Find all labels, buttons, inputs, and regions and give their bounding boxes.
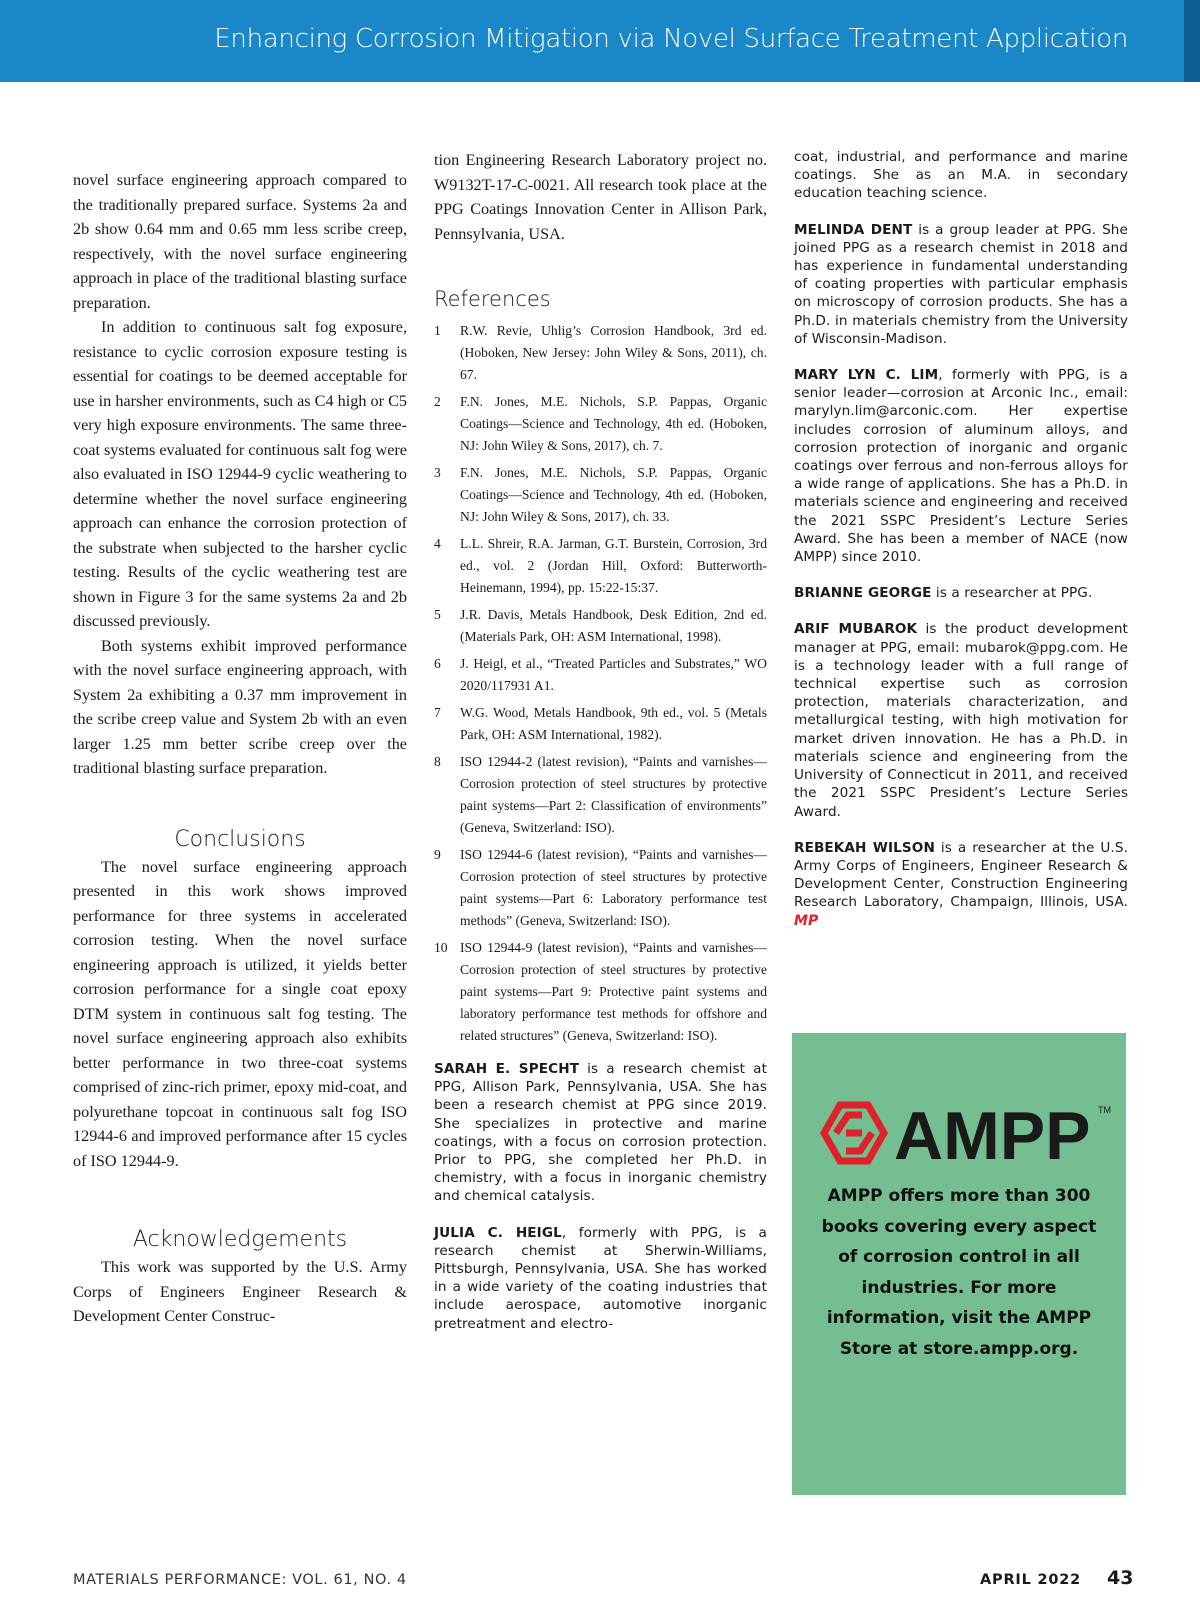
reference-item (434, 937, 767, 1047)
body-paragraph: Both systems exhibit improved performance with the novel surface engineering approach, with System 2a exhibiting a 0.37 mm improvement in the scribe creep value and System 2b with an even larger 1.25 mm better scribe creep over the traditional blasting surface preparation. (73, 636, 407, 777)
mp-end-mark-icon: MP (794, 912, 819, 929)
author-bio (794, 620, 1128, 820)
reference-number: 1 (434, 323, 441, 338)
conclusions-paragraph: The novel surface engineering approach presented in this work shows improved performance for three systems in accelerated corrosion testing. When the novel surface engineering approach is utilized, it yields better corrosion performance for a single coat epoxy DTM system in continuous salt fog testing. The novel surface engineering approach also exhibits better performance in two three-coat systems comprised of zinc-rich primer, epoxy mid-coat, and polyurethane topcoat in continuous salt fog ISO 12944-6 and improved performance after 15 cycles of ISO 12944-9. (73, 857, 407, 1170)
reference-number: 3 (434, 465, 441, 480)
reference-text: ISO 12944-6 (latest revision), “Paints and varnishes—Corrosion protection of steel structures by protective paint systems—Part 6: Laboratory performance test methods” (Geneva, Switzerland: ISO). (460, 847, 767, 928)
reference-item (434, 604, 767, 648)
author-name: BRIANNE GEORGE (794, 585, 932, 602)
references-list (434, 320, 767, 1047)
reference-text: ISO 12944-9 (latest revision), “Paints and varnishes—Corrosion protection of steel structures by protective paint systems—Part 9: Protective paint systems and laboratory performance test methods for offshore and related structures” (Geneva, Switzerland: ISO). (460, 940, 767, 1043)
reference-number: 2 (434, 394, 441, 409)
author-name: JULIA C. HEIGL (434, 1224, 562, 1241)
ampp-logo (806, 1093, 1116, 1173)
acknowledgements-continued: tion Engineering Research Laboratory project no. W9132T-17-C-0021. All research took place at the PPG Coatings Innovation Center in Allison Park, Pennsylvania, USA. (434, 151, 767, 243)
reference-text: J.R. Davis, Metals Handbook, Desk Edition, 2nd ed. (Materials Park, OH: ASM International, 1998). (460, 607, 767, 644)
author-bio (794, 584, 1128, 602)
column-3 (794, 148, 1128, 948)
author-bio-text: is the product development manager at PPG, email: mubarok@ppg.com. He is a technology leader with a full range of technical expertise such as corrosion protection, materials characterization, and metallurgical testing, with high motivation for market driven innovation. He has a Ph.D. in materials science and engineering from the University of Connecticut in 2011, and received the 2021 SSPC President’s Lecture Series Award. (794, 621, 1128, 820)
page-number: 43 (1107, 1567, 1134, 1589)
reference-text: W.G. Wood, Metals Handbook, 9th ed., vol. 5 (Metals Park, OH: ASM International, 1982). (460, 705, 767, 742)
reference-text: F.N. Jones, M.E. Nichols, S.P. Pappas, Organic Coatings—Science and Technology, 4th ed. (Hoboken, NJ: John Wiley & Sons, 2017), ch. 33. (460, 465, 767, 524)
author-bio-text: is a researcher at the U.S. Army Corps of Engineers, Engineer Research & Development Center, Construction Engineering Research Laboratory, Champaign, Illinois, USA. (794, 839, 1128, 911)
author-name: MARY LYN C. LIM (794, 367, 939, 384)
running-title: Enhancing Corrosion Mitigation via Novel Surface Treatment Application (214, 24, 1128, 54)
journal-footer: MATERIALS PERFORMANCE: VOL. 61, NO. 4 (73, 1572, 407, 1588)
trademark-mark: TM (1098, 1105, 1111, 1115)
body-paragraph: In addition to continuous salt fog exposure, resistance to cyclic corrosion exposure testing is essential for coatings to be deemed acceptable for use in harsher environments, such as C4 high or C5 very high exposure environments. The same three-coat systems evaluated for continuous salt fog were also evaluated in ISO 12944-9 cyclic weathering to determine whether the novel surface engineering approach can enhance the corrosion protection of the substrate when subjected to the harsher cyclic testing. Results of the cyclic weathering test are shown in Figure 3 for the same systems 2a and 2b discussed previously. (73, 318, 407, 630)
header-bar (0, 0, 1200, 82)
reference-text: R.W. Revie, Uhlig’s Corrosion Handbook, 3rd ed. (Hoboken, New Jersey: John Wiley & Sons, 2011), ch. 67. (460, 323, 767, 382)
author-name: MELINDA DENT (794, 221, 913, 238)
author-name: SARAH E. SPECHT (434, 1061, 580, 1077)
author-bio-text: is a research chemist at PPG, Allison Park, Pennsylvania, USA. She has been a research chemist at PPG since 2019. She specializes in protective and marine coatings, with a focus on corrosion protection. Prior to PPG, she completed her Ph.D. in chemistry, with a focus in inorganic chemistry and chemical catalysis. (434, 1061, 767, 1205)
reference-text: L.L. Shreir, R.A. Jarman, G.T. Burstein, Corrosion, 3rd ed., vol. 2 (Jordan Hill, Oxford: Butterworth- Heinemann, 1994), pp. 15:22-15:37. (460, 536, 767, 595)
author-name: REBEKAH WILSON (794, 839, 935, 856)
references-heading: References (434, 287, 551, 311)
reference-item (434, 320, 767, 386)
reference-number: 9 (434, 847, 441, 862)
ampp-hexagon-icon (824, 1105, 884, 1161)
body-paragraph: novel surface engineering approach compared to the traditionally prepared surface. Systems 2a and 2b show 0.64 mm and 0.65 mm less scribe creep, respectively, with the novel surface engineering approach in place of the traditional blasting surface preparation. (73, 171, 407, 312)
author-bio-text: , formerly with PPG, is a research chemist at Sherwin-Williams, Pittsburgh, Pennsylvania, USA. She has worked in a wide variety of the coating industries that include aerospace, automotive inorganic pretreatment and electro- (434, 1224, 767, 1332)
reference-item (434, 751, 767, 839)
author-bio-continued: coat, industrial, and performance and marine coatings. She as an M.A. in secondary education teaching science. (794, 149, 1128, 202)
reference-item (434, 391, 767, 457)
reference-number: 6 (434, 656, 441, 671)
reference-number: 4 (434, 536, 441, 551)
conclusions-heading: Conclusions (174, 826, 306, 852)
author-bio-text: is a group leader at PPG. She joined PPG as a research chemist in 2018 and has experience in fundamental understanding of coating properties with particular emphasis on microscopy of corrosion products. She has a Ph.D. in materials chemistry from the University of Wisconsin-Madison. (794, 221, 1128, 347)
author-bio (794, 366, 1128, 566)
ampp-advertisement[interactable] (792, 1033, 1126, 1495)
reference-number: 5 (434, 607, 441, 622)
reference-text: ISO 12944-2 (latest revision), “Paints and varnishes—Corrosion protection of steel structures by protective paint systems—Part 2: Classification of environments” (Geneva, Switzerland: ISO). (460, 754, 767, 835)
author-bio-text: , formerly with PPG, is a senior leader—corrosion at Arconic Inc., email: marylyn.lim@arconic.com. Her expertise includes corrosion of aluminum alloys, and corrosion protection of inorganic and organic coatings over ferrous and non-ferrous alloys for a wide range of applications. She has a Ph.D. in materials science and engineering and received the 2021 SSPC President’s Lecture Series Award. She has been a member of NACE (now AMPP) since 2010. (794, 367, 1128, 566)
issue-date: APRIL 2022 (980, 1572, 1082, 1588)
column-1 (73, 168, 407, 1329)
author-name: ARIF MUBAROK (794, 621, 918, 638)
acknowledgements-paragraph: This work was supported by the U.S. Army Corps of Engineers Engineer Research & Development Center Construc- (73, 1258, 407, 1325)
reference-text: F.N. Jones, M.E. Nichols, S.P. Pappas, Organic Coatings—Science and Technology, 4th ed. (Hoboken, NJ: John Wiley & Sons, 2017), ch. 7. (460, 394, 767, 453)
acknowledgements-heading: Acknowledgements (132, 1227, 348, 1252)
column-2 (434, 148, 767, 1351)
reference-item (434, 844, 767, 932)
ad-body-text: AMPP offers more than 300 books covering every aspect of corrosion control in all industries. For more information, visit the AMPP Store at store.ampp.org. (821, 1186, 1097, 1359)
reference-number: 8 (434, 754, 441, 769)
author-bio (794, 839, 1128, 930)
reference-item (434, 462, 767, 528)
reference-number: 7 (434, 705, 441, 720)
reference-item (434, 533, 767, 599)
ampp-logo-text: AMPP (894, 1098, 1091, 1173)
reference-item (434, 653, 767, 697)
reference-item (434, 702, 767, 746)
author-bio (434, 1224, 767, 1333)
header-accent (1184, 0, 1200, 82)
reference-number: 10 (434, 940, 448, 955)
author-bio (434, 1060, 767, 1206)
author-bio (794, 221, 1128, 348)
reference-text: J. Heigl, et al., “Treated Particles and Substrates,” WO 2020/117931 A1. (460, 656, 767, 693)
author-bio-text: is a researcher at PPG. (931, 585, 1093, 602)
